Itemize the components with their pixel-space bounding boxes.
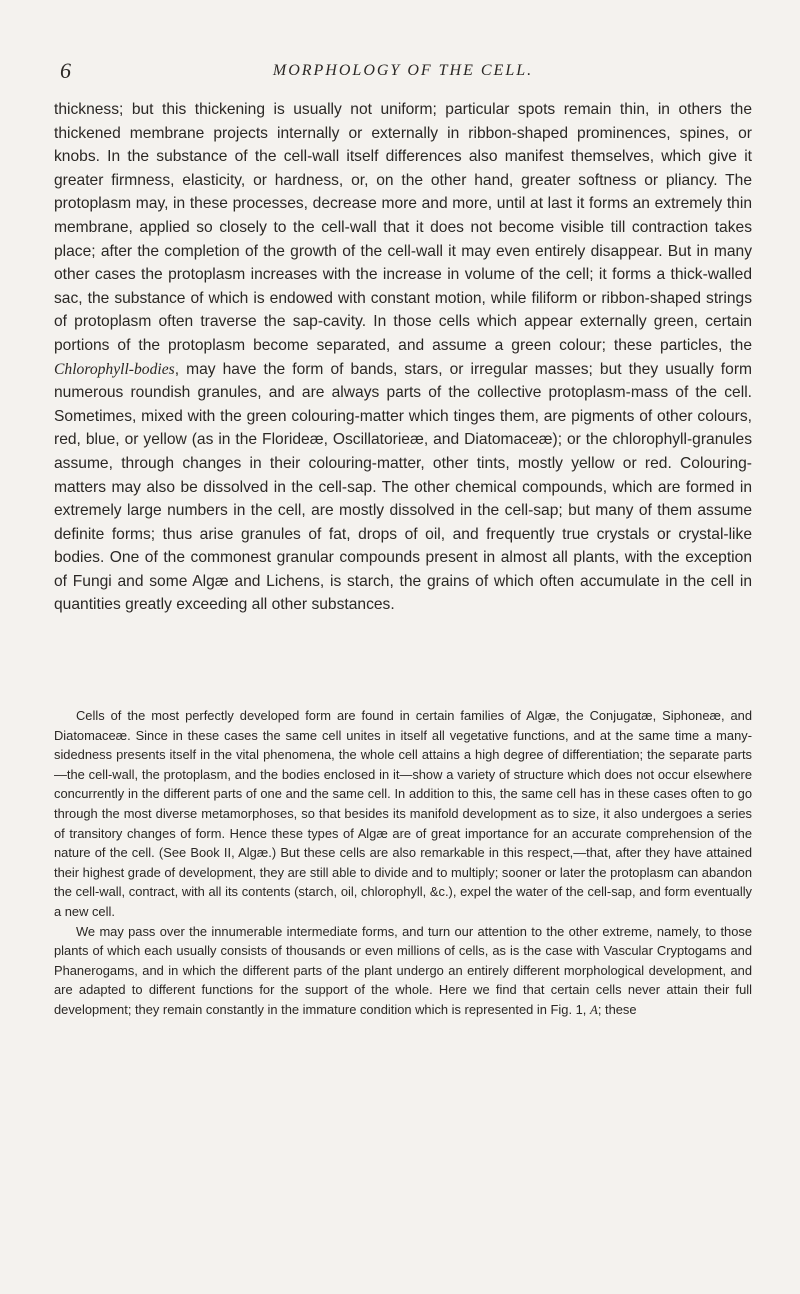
page-header — [54, 58, 752, 88]
small-paragraph-text: We may pass over the innumerable intermediate forms, and turn our attention to the other extreme, namely, to those plants of which each usually consists of thousands or even millions of cells, as is the case with Vascular Cryptogams and Phanerogams, and in which the different parts of the plant undergo an entirely different morphological development, and are adapted to different functions for the support of the whole. Here we find that certain cells never attain their full development; they remain constantly in the immature condition which is represented in Fig. 1, — [54, 923, 752, 1017]
small-print-section — [54, 706, 752, 1021]
figure-reference: A — [589, 1002, 598, 1017]
small-paragraph: Cells of the most perfectly developed form are found in certain families of Algæ, the Conjugatæ, Siphoneæ, and Diatomaceæ. Since in these cases the same cell unites in itself all vegetative functions, and at the same time a many-sidedness presents itself in the vital phenomena, the whole cell attains a high degree of differentiation; the separate parts—the cell-wall, the protoplasm, and the bodies enclosed in it—show a variety of structure which does not occur elsewhere concurrently in the different parts of one and the same cell. In addition to this, the same cell has in these cases often to go through the most diverse metamorphoses, so that besides its manifold development as to size, it also undergoes a series of transitory changes of form. Hence these types of Algæ are of great importance for an accurate comprehension of the nature of the cell. (See Book II, Algæ.) But these cells are also remarkable in this respect,—that, after they have attained their highest grade of development, they are still able to divide and to multiply; sooner or later the protoplasm can abandon the cell-wall, contract, with all its contents (starch, oil, chlorophyll, &c.), expel the water of the cell-sap, and form eventually a new cell. — [54, 708, 752, 919]
paragraph-text: thickness; but this thickening is usually not uniform; particular spots remain thin, in others the thickened membrane projects internally or externally in ribbon-shaped prominences, spines, or knobs. In the substance of the cell-wall itself differences also manifest themselves, which give it greater firmness, elasticity, or hardness, or, on the other hand, greater softness or pliancy. The protoplasm may, in these processes, decrease more and more, until at last it forms an extremely thin membrane, applied so closely to the cell-wall that it does not become visible till contraction takes place; after the completion of the growth of the cell-wall it may even entirely disappear. But in many other cases the protoplasm increases with the increase in volume of the cell; it forms a thick-walled sac, the substance of which is endowed with constant motion, while filiform or ribbon-shaped strings of protoplasm often traverse the sap-cavity. In those cells which appear externally green, certain portions of the protoplasm become separated, and assume a green colour; these particles, the — [54, 101, 752, 354]
italic-term: Chlorophyll-bodies — [54, 360, 175, 378]
paragraph — [54, 98, 752, 617]
small-paragraph-text-end: ; these — [597, 1001, 637, 1017]
small-paragraph — [54, 922, 752, 1021]
paragraph-text-continued: , may have the form of bands, stars, or irregular masses; but they usually form numerous roundish granules, and are always parts of the collective protoplasm-mass of the cell. Sometimes, mixed with the green colouring-matter which tinges them, are pigments of other colours, red, blue, or yellow (as in the Florideæ, Oscillatorieæ, and Diatomaceæ); or the chlorophyll-granules assume, through changes in their colouring-matter, other tints, mostly yellow or red. Colouring-matters may also be dissolved in the cell-sap. The other chemical compounds, which are formed in extremely large numbers in the cell, are mostly dissolved in the cell-sap; but many of them assume definite forms; thus arise granules of fat, drops of oil, and frequently true crystals or crystal-like bodies. One of the commonest granular compounds present in almost all plants, with the exception of Fungi and some Algæ and Lichens, is starch, the grains of which often accumulate in the cell in quantities greatly exceeding all other substances. — [54, 360, 752, 614]
main-text — [54, 98, 752, 617]
page-number: 6 — [60, 58, 71, 83]
running-head: MORPHOLOGY OF THE CELL. — [272, 62, 534, 79]
